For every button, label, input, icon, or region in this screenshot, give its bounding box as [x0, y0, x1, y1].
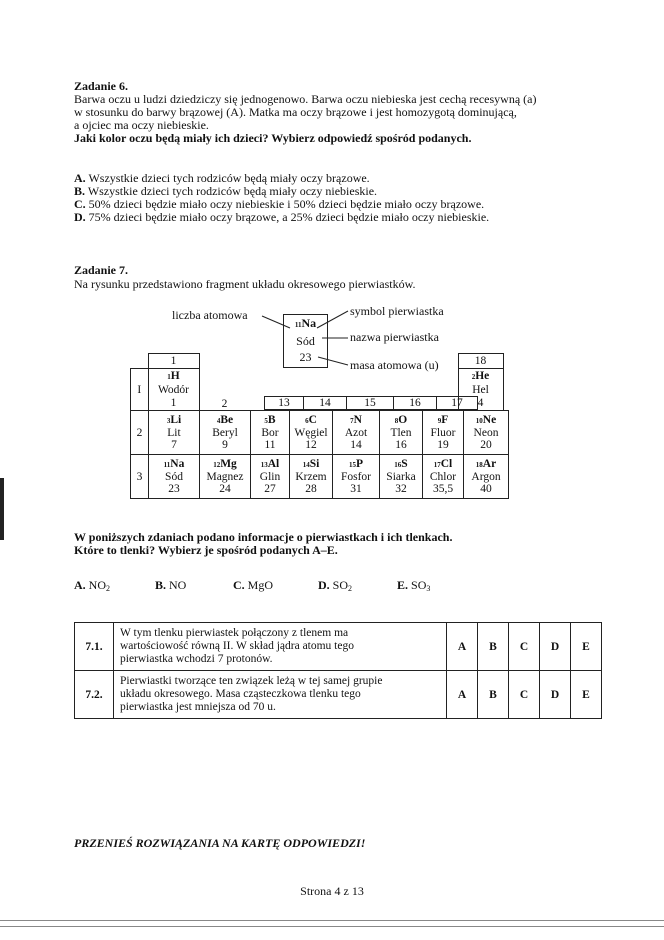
choice-b[interactable]: B	[478, 623, 509, 671]
option-d: D. 75% dzieci będzie miało oczy brązowe, a 25% dzieci będzie miało oczy niebieskie.	[74, 210, 490, 224]
transfer-note: PRZENIEŚ ROZWIĄZANIA NA KARTĘ ODPOWIEDZI!	[74, 836, 366, 850]
task7-intro: Na rysunku przedstawiono fragment układu okresowego pierwiastków.	[74, 277, 416, 291]
oxide-option-d: D. $SO_2$	[318, 578, 353, 593]
answer-number: 7.2.	[75, 671, 114, 719]
element-mg: 12Mg Magnez 24	[200, 455, 251, 499]
legend-example-mass: 23	[299, 350, 312, 364]
option-a: A. Wszystkie dzieci tych rodziców będą miały oczy brązowe.	[74, 171, 370, 185]
choice-a[interactable]: A	[447, 623, 478, 671]
group-13: 13	[265, 397, 304, 410]
group-18: 18	[458, 354, 503, 369]
option-b: B. Wszystkie dzieci tych rodziców będą miały oczy niebieskie.	[74, 184, 378, 198]
oxide-option-c: C. MgO	[233, 578, 274, 592]
page-number: Strona 4 z 13	[300, 884, 364, 898]
answer-table	[74, 622, 602, 719]
choice-d[interactable]: D	[540, 623, 571, 671]
group-2: 2	[199, 369, 250, 411]
element-be: 4Be Beryl 9	[200, 411, 251, 455]
element-h: 1H Wodór 1	[148, 369, 199, 411]
period-3: 3	[131, 455, 149, 499]
answer-statement: W tym tlenku pierwiastek połączony z tlenem ma wartościowość równą II. W skład jądra atomu tego pierwiastka wchodzi 7 protonów.	[114, 623, 447, 671]
group-17: 17	[437, 397, 478, 410]
answer-statement: Pierwiastki tworzące ten związek leżą w tej samej grupie układu okresowego. Masa cząsteczkowa tlenku tego pierwiastka jest mniejsza od 70 u.	[114, 671, 447, 719]
periods-2-3	[130, 410, 509, 499]
choice-b[interactable]: B	[478, 671, 509, 719]
group-14: 14	[304, 397, 347, 410]
element-li: 3Li Lit 7	[149, 411, 200, 455]
task7-question-line: W poniższych zdaniach podano informacje o pierwiastkach i ich tlenkach.	[74, 530, 453, 544]
legend-symbol-label: symbol pierwiastka	[350, 304, 444, 318]
choice-d[interactable]: D	[540, 671, 571, 719]
answer-row-7-2	[75, 671, 602, 719]
element-ar: 18Ar Argon 40	[464, 455, 509, 499]
element-he: 2He Hel 4	[458, 369, 503, 411]
choice-c[interactable]: C	[509, 671, 540, 719]
element-p: 15P Fosfor 31	[333, 455, 380, 499]
legend-example-symbol: 11Na	[294, 316, 317, 330]
group-1: 1	[148, 354, 199, 369]
group-16: 16	[394, 397, 437, 410]
choice-c[interactable]: C	[509, 623, 540, 671]
element-n: 7N Azot 14	[333, 411, 380, 455]
element-c: 6C Węgiel 12	[290, 411, 333, 455]
group-15: 15	[347, 397, 394, 410]
period-1: I	[131, 369, 149, 411]
task7-question	[74, 531, 614, 557]
group-header-row	[264, 396, 478, 410]
bottom-rule	[0, 920, 664, 921]
task7-question-line: Które to tlenki? Wybierz je spośród podanych A–E.	[74, 543, 338, 557]
element-ne: 10Ne Neon 20	[464, 411, 509, 455]
element-si: 14Si Krzem 28	[290, 455, 333, 499]
legend-example-name: Sód	[296, 334, 315, 348]
choice-a[interactable]: A	[447, 671, 478, 719]
answer-row-7-1	[75, 623, 602, 671]
option-c: C. 50% dzieci będzie miało oczy niebieskie i 50% dzieci będzie miało oczy brązowe.	[74, 197, 485, 211]
choice-e[interactable]: E	[571, 623, 602, 671]
element-na: 11Na Sód 23	[149, 455, 200, 499]
oxide-option-e: E. $SO_3$	[397, 578, 431, 593]
task6-heading: Zadanie 6.	[74, 79, 129, 93]
element-o: 8O Tlen 16	[380, 411, 423, 455]
oxide-option-a: A. $NO_2$	[74, 578, 111, 593]
answer-number: 7.1.	[75, 623, 114, 671]
oxide-option-b: B. NO	[155, 578, 187, 592]
task6-line: Barwa oczu u ludzi dziedziczy się jednogenowo. Barwa oczu niebieska jest cechą recesywną (a)	[74, 92, 537, 106]
choice-e[interactable]: E	[571, 671, 602, 719]
element-cl: 17Cl Chlor 35,5	[423, 455, 464, 499]
legend-atomic-number-label: liczba atomowa	[172, 308, 248, 322]
task6-line: w stosunku do barwy brązowej (A). Matka ma oczy brązowe i jest homozygotą dominującą,	[74, 105, 517, 119]
element-s: 16S Siarka 32	[380, 455, 423, 499]
element-f: 9F Fluor 19	[423, 411, 464, 455]
period-2: 2	[131, 411, 149, 455]
legend-mass-label: masa atomowa (u)	[350, 358, 439, 372]
element-b: 5B Bor 11	[251, 411, 290, 455]
task7-heading: Zadanie 7.	[74, 263, 129, 277]
task6-question: Jaki kolor oczu będą miały ich dzieci? Wybierz odpowiedź spośród podanych.	[74, 131, 472, 145]
bottom-rule	[0, 926, 664, 927]
legend-name-label: nazwa pierwiastka	[350, 330, 439, 344]
task6-line: a ojciec ma oczy niebieskie.	[74, 118, 209, 132]
element-al: 13Al Glin 27	[251, 455, 290, 499]
